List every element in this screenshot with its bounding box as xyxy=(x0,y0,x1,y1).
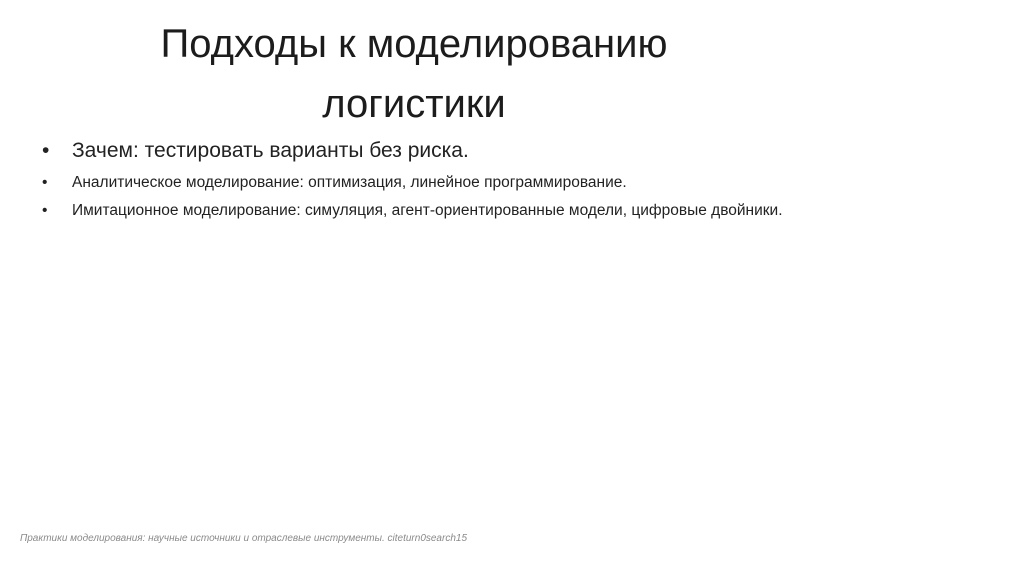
bullet-item xyxy=(42,200,802,222)
slide-title-line-1: Подходы к моделированию xyxy=(160,22,668,66)
bullet-text: Имитационное моделирование: симуляция, агент-ориентированные модели, цифровые двойники. xyxy=(72,202,783,219)
footer-citation: Практики моделирования: научные источники и отраслевые инструменты. ⁣cite⁣turn0search15⁣ xyxy=(20,533,468,544)
slide-title xyxy=(84,14,744,134)
bullet-list xyxy=(42,136,802,228)
slide-title-line-2: логистики xyxy=(322,82,506,126)
bullet-marker: • xyxy=(42,202,48,219)
bullet-item xyxy=(42,136,802,166)
bullet-marker: • xyxy=(42,174,48,191)
bullet-marker: • xyxy=(42,139,50,162)
bullet-text: Зачем: тестировать варианты без риска. xyxy=(72,139,469,162)
bullet-text: Аналитическое моделирование: оптимизация, линейное программирование. xyxy=(72,174,627,191)
bullet-item xyxy=(42,172,802,194)
